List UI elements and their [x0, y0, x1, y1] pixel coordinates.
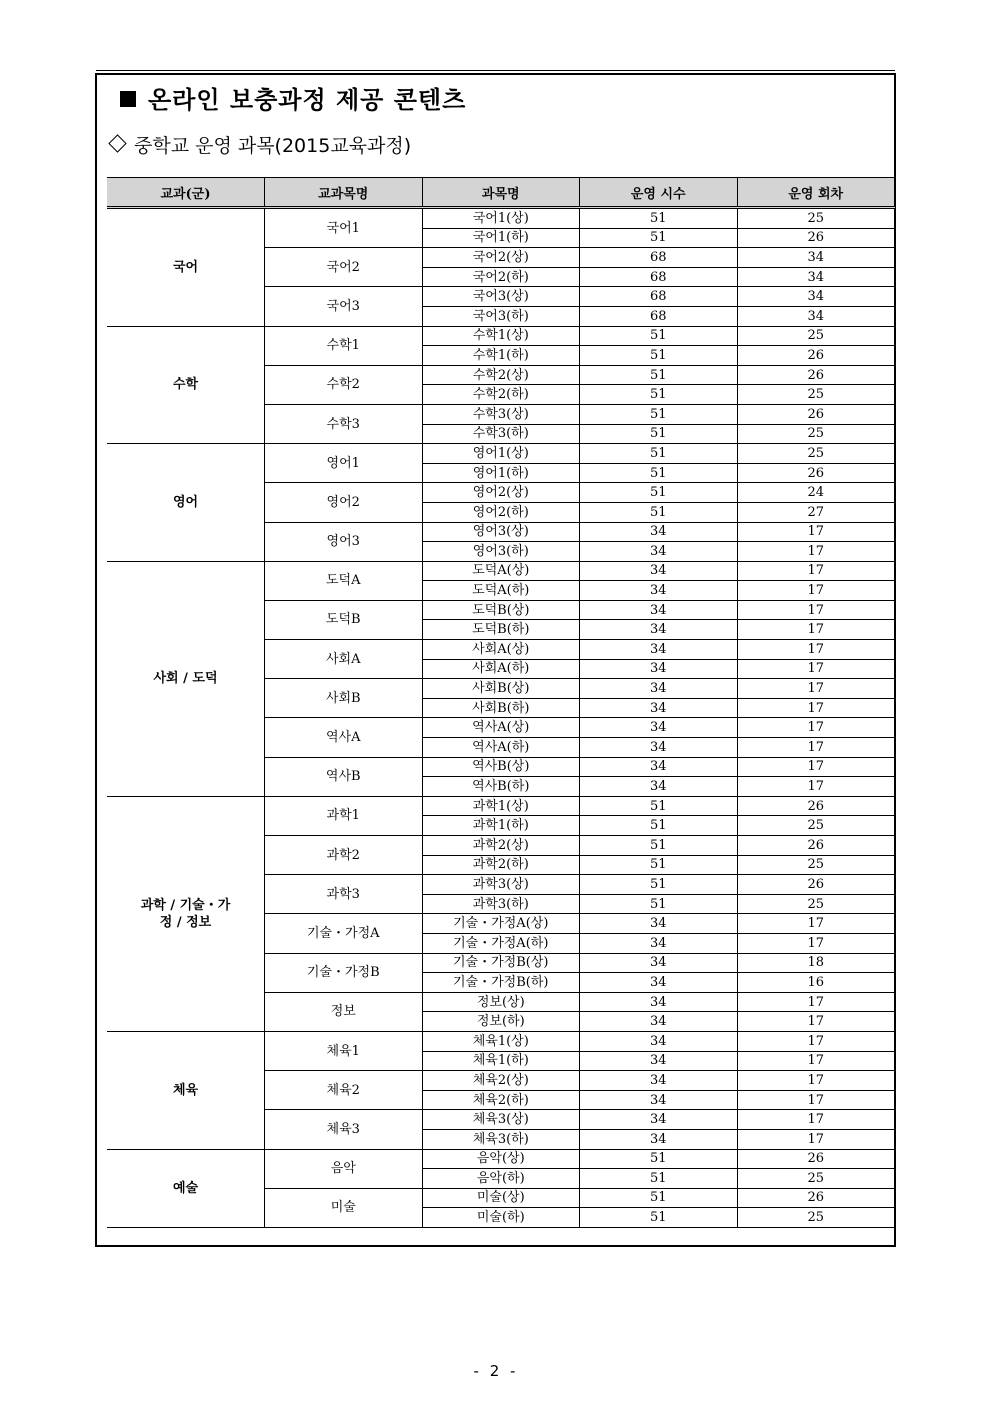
sessions-cell: 17	[737, 640, 895, 660]
course-cell: 역사A(상)	[422, 718, 580, 738]
subject-cell: 수학2	[265, 365, 423, 404]
course-cell: 사회A(상)	[422, 640, 580, 660]
hours-cell: 34	[580, 1071, 738, 1091]
sessions-cell: 17	[737, 757, 895, 777]
table-body	[107, 208, 895, 1228]
group-cell: 과학 / 기술・가정 / 정보	[107, 796, 265, 1031]
sessions-cell: 25	[737, 424, 895, 444]
hours-cell: 51	[580, 1169, 738, 1189]
hours-cell: 34	[580, 738, 738, 758]
subject-cell: 영어3	[265, 522, 423, 561]
course-cell: 수학1(하)	[422, 346, 580, 366]
subject-cell: 수학1	[265, 326, 423, 365]
hours-cell: 68	[580, 287, 738, 307]
course-cell: 국어1(상)	[422, 208, 580, 229]
hours-cell: 51	[580, 836, 738, 856]
hours-cell: 51	[580, 483, 738, 503]
course-cell: 국어1(하)	[422, 228, 580, 248]
course-cell: 기술・가정B(상)	[422, 953, 580, 973]
course-cell: 수학3(상)	[422, 404, 580, 424]
hours-cell: 51	[580, 365, 738, 385]
subject-cell: 정보	[265, 992, 423, 1031]
sessions-cell: 17	[737, 600, 895, 620]
sessions-cell: 17	[737, 777, 895, 797]
table-header-row	[107, 178, 895, 208]
subject-cell: 도덕A	[265, 561, 423, 600]
sessions-cell: 18	[737, 953, 895, 973]
course-cell: 도덕A(상)	[422, 561, 580, 581]
group-cell: 영어	[107, 444, 265, 562]
subject-cell: 체육1	[265, 1031, 423, 1070]
sessions-cell: 17	[737, 581, 895, 601]
course-cell: 국어2(하)	[422, 267, 580, 287]
sessions-cell: 17	[737, 1051, 895, 1071]
course-cell: 체육3(상)	[422, 1110, 580, 1130]
course-cell: 사회B(하)	[422, 698, 580, 718]
table-row	[107, 1031, 895, 1051]
subject-cell: 국어1	[265, 208, 423, 248]
subject-cell: 영어1	[265, 444, 423, 483]
hours-cell: 34	[580, 561, 738, 581]
subject-cell: 영어2	[265, 483, 423, 522]
sessions-cell: 26	[737, 346, 895, 366]
sessions-cell: 26	[737, 875, 895, 895]
course-cell: 음악(상)	[422, 1149, 580, 1169]
hours-cell: 34	[580, 1012, 738, 1032]
hours-cell: 51	[580, 855, 738, 875]
course-cell: 역사B(상)	[422, 757, 580, 777]
hours-cell: 34	[580, 698, 738, 718]
table-row	[107, 326, 895, 346]
course-cell: 영어2(하)	[422, 502, 580, 522]
course-cell: 영어3(하)	[422, 542, 580, 562]
table-row	[107, 208, 895, 229]
diamond-outline-icon	[108, 134, 126, 152]
hours-cell: 34	[580, 581, 738, 601]
sessions-cell: 26	[737, 1149, 895, 1169]
sub-heading-text: 중학교 운영 과목(2015교육과정)	[134, 135, 412, 157]
sessions-cell: 17	[737, 542, 895, 562]
subject-cell: 사회A	[265, 640, 423, 679]
course-cell: 도덕B(하)	[422, 620, 580, 640]
sub-heading	[106, 131, 411, 158]
header-hours: 운영 시수	[580, 178, 738, 208]
hours-cell: 34	[580, 1110, 738, 1130]
hours-cell: 51	[580, 326, 738, 346]
course-cell: 체육2(상)	[422, 1071, 580, 1091]
sessions-cell: 26	[737, 228, 895, 248]
sessions-cell: 17	[737, 698, 895, 718]
hours-cell: 51	[580, 1149, 738, 1169]
course-cell: 체육1(상)	[422, 1031, 580, 1051]
sessions-cell: 17	[737, 1031, 895, 1051]
hours-cell: 34	[580, 718, 738, 738]
hours-cell: 51	[580, 796, 738, 816]
group-cell: 체육	[107, 1031, 265, 1149]
sessions-cell: 34	[737, 248, 895, 268]
course-cell: 미술(하)	[422, 1208, 580, 1228]
course-cell: 체육2(하)	[422, 1090, 580, 1110]
sessions-cell: 26	[737, 365, 895, 385]
hours-cell: 51	[580, 816, 738, 836]
sessions-cell: 17	[737, 914, 895, 934]
course-cell: 정보(하)	[422, 1012, 580, 1032]
hours-cell: 51	[580, 346, 738, 366]
section-heading	[120, 80, 466, 115]
header-sessions: 운영 회차	[737, 178, 895, 208]
sessions-cell: 26	[737, 836, 895, 856]
sessions-cell: 17	[737, 620, 895, 640]
hours-cell: 34	[580, 914, 738, 934]
course-cell: 사회A(하)	[422, 659, 580, 679]
hours-cell: 34	[580, 522, 738, 542]
hours-cell: 51	[580, 404, 738, 424]
hours-cell: 34	[580, 992, 738, 1012]
hours-cell: 51	[580, 875, 738, 895]
hours-cell: 68	[580, 306, 738, 326]
sessions-cell: 17	[737, 1110, 895, 1130]
subject-cell: 과학3	[265, 875, 423, 914]
sessions-cell: 17	[737, 1071, 895, 1091]
header-subject: 교과목명	[265, 178, 423, 208]
course-cell: 국어2(상)	[422, 248, 580, 268]
sessions-cell: 26	[737, 796, 895, 816]
hours-cell: 34	[580, 1090, 738, 1110]
sessions-cell: 17	[737, 659, 895, 679]
course-cell: 수학2(상)	[422, 365, 580, 385]
hours-cell: 68	[580, 248, 738, 268]
sessions-cell: 17	[737, 1129, 895, 1149]
hours-cell: 34	[580, 659, 738, 679]
subject-cell: 미술	[265, 1188, 423, 1227]
subject-cell: 과학2	[265, 836, 423, 875]
subject-cell: 역사B	[265, 757, 423, 796]
sessions-cell: 17	[737, 522, 895, 542]
sessions-cell: 25	[737, 385, 895, 405]
black-square-icon	[120, 91, 136, 107]
course-cell: 과학2(하)	[422, 855, 580, 875]
sessions-cell: 17	[737, 992, 895, 1012]
subject-cell: 수학3	[265, 404, 423, 443]
hours-cell: 34	[580, 542, 738, 562]
hours-cell: 34	[580, 620, 738, 640]
course-cell: 도덕A(하)	[422, 581, 580, 601]
course-cell: 국어3(하)	[422, 306, 580, 326]
subject-cell: 체육3	[265, 1110, 423, 1149]
sessions-cell: 17	[737, 561, 895, 581]
course-cell: 수학2(하)	[422, 385, 580, 405]
subject-cell: 국어2	[265, 248, 423, 287]
course-cell: 과학3(상)	[422, 875, 580, 895]
hours-cell: 51	[580, 1208, 738, 1228]
course-cell: 과학3(하)	[422, 894, 580, 914]
course-cell: 영어1(하)	[422, 463, 580, 483]
sessions-cell: 25	[737, 1169, 895, 1189]
hours-cell: 51	[580, 444, 738, 464]
table-row	[107, 561, 895, 581]
course-cell: 미술(상)	[422, 1188, 580, 1208]
subject-cell: 음악	[265, 1149, 423, 1188]
hours-cell: 34	[580, 1129, 738, 1149]
table-row	[107, 1149, 895, 1169]
course-cell: 역사A(하)	[422, 738, 580, 758]
hours-cell: 51	[580, 424, 738, 444]
page-number: - 2 -	[473, 1362, 519, 1380]
course-cell: 국어3(상)	[422, 287, 580, 307]
hours-cell: 34	[580, 640, 738, 660]
subject-cell: 도덕B	[265, 600, 423, 639]
subject-cell: 사회B	[265, 679, 423, 718]
subject-cell: 기술・가정A	[265, 914, 423, 953]
sessions-cell: 17	[737, 1090, 895, 1110]
group-cell: 예술	[107, 1149, 265, 1227]
sessions-cell: 16	[737, 973, 895, 993]
table-row	[107, 796, 895, 816]
course-cell: 기술・가정B(하)	[422, 973, 580, 993]
sessions-cell: 26	[737, 1188, 895, 1208]
sessions-cell: 25	[737, 894, 895, 914]
course-cell: 사회B(상)	[422, 679, 580, 699]
course-cell: 수학1(상)	[422, 326, 580, 346]
course-cell: 도덕B(상)	[422, 600, 580, 620]
sessions-cell: 34	[737, 306, 895, 326]
course-cell: 영어3(상)	[422, 522, 580, 542]
group-cell: 사회 / 도덕	[107, 561, 265, 796]
hours-cell: 34	[580, 757, 738, 777]
hours-cell: 51	[580, 1188, 738, 1208]
sessions-cell: 24	[737, 483, 895, 503]
course-cell: 기술・가정A(하)	[422, 933, 580, 953]
subject-cell: 체육2	[265, 1071, 423, 1110]
subject-cell: 국어3	[265, 287, 423, 326]
hours-cell: 51	[580, 502, 738, 522]
sessions-cell: 25	[737, 1208, 895, 1228]
sessions-cell: 25	[737, 444, 895, 464]
sessions-cell: 17	[737, 1012, 895, 1032]
hours-cell: 34	[580, 679, 738, 699]
hours-cell: 51	[580, 228, 738, 248]
course-cell: 과학1(하)	[422, 816, 580, 836]
sessions-cell: 17	[737, 718, 895, 738]
course-cell: 과학2(상)	[422, 836, 580, 856]
course-cell: 과학1(상)	[422, 796, 580, 816]
course-cell: 정보(상)	[422, 992, 580, 1012]
sessions-cell: 17	[737, 933, 895, 953]
sessions-cell: 34	[737, 267, 895, 287]
sessions-cell: 26	[737, 463, 895, 483]
sessions-cell: 17	[737, 679, 895, 699]
group-cell: 수학	[107, 326, 265, 444]
subject-cell: 역사A	[265, 718, 423, 757]
hours-cell: 34	[580, 1051, 738, 1071]
hours-cell: 34	[580, 600, 738, 620]
sessions-cell: 34	[737, 287, 895, 307]
hours-cell: 34	[580, 973, 738, 993]
hours-cell: 51	[580, 463, 738, 483]
hours-cell: 51	[580, 208, 738, 229]
top-rule	[96, 70, 895, 71]
subject-cell: 기술・가정B	[265, 953, 423, 992]
course-cell: 수학3(하)	[422, 424, 580, 444]
hours-cell: 68	[580, 267, 738, 287]
sessions-cell: 27	[737, 502, 895, 522]
header-group: 교과(군)	[107, 178, 265, 208]
hours-cell: 34	[580, 953, 738, 973]
header-course: 과목명	[422, 178, 580, 208]
course-cell: 기술・가정A(상)	[422, 914, 580, 934]
section-heading-text: 온라인 보충과정 제공 콘텐츠	[148, 86, 467, 114]
table-row	[107, 444, 895, 464]
course-cell: 체육3(하)	[422, 1129, 580, 1149]
hours-cell: 51	[580, 894, 738, 914]
hours-cell: 34	[580, 1031, 738, 1051]
course-cell: 영어1(상)	[422, 444, 580, 464]
sessions-cell: 25	[737, 208, 895, 229]
hours-cell: 34	[580, 933, 738, 953]
subject-cell: 과학1	[265, 796, 423, 835]
sessions-cell: 25	[737, 816, 895, 836]
course-cell: 체육1(하)	[422, 1051, 580, 1071]
course-cell: 역사B(하)	[422, 777, 580, 797]
hours-cell: 51	[580, 385, 738, 405]
sessions-cell: 17	[737, 738, 895, 758]
group-cell: 국어	[107, 208, 265, 327]
curriculum-table	[107, 177, 895, 1228]
course-cell: 영어2(상)	[422, 483, 580, 503]
hours-cell: 34	[580, 777, 738, 797]
sessions-cell: 25	[737, 855, 895, 875]
sessions-cell: 25	[737, 326, 895, 346]
sessions-cell: 26	[737, 404, 895, 424]
course-cell: 음악(하)	[422, 1169, 580, 1189]
